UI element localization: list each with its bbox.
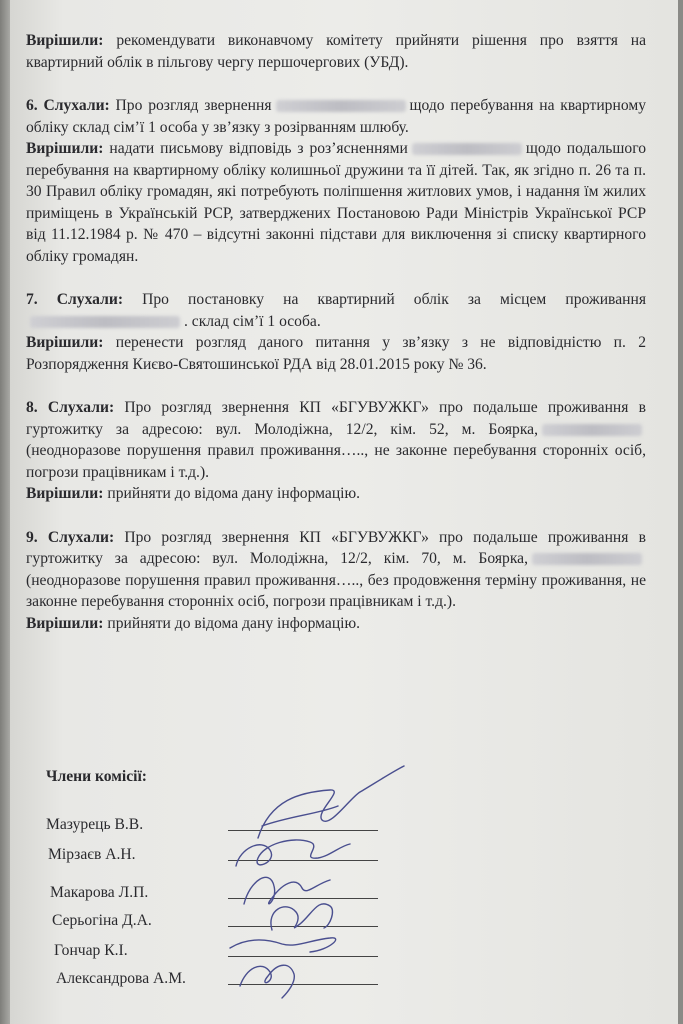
decided-label: Вирішили: — [26, 334, 104, 351]
decided-label: Вирішили: — [26, 614, 104, 632]
members-title: Члени комісії: — [46, 768, 147, 785]
heard-text: Про розгляд звернення — [115, 97, 272, 114]
heard-label: 9. Слухали: — [26, 528, 115, 546]
decided-label: Вирішили: — [26, 140, 104, 157]
heard-text: Про розгляд звернення КП «БГУВУЖКГ» про подальше проживання в гуртожитку за адресою: вул. Молодіжна, 12/2, кім. 70, м. Боярка, — [26, 528, 646, 567]
decided-text: перенести розгляд даного питання у зв’язку з не відповідністю п. 2 Розпорядження Києво-Святошинської РДА від 28.01.2015 року № 36. — [26, 334, 646, 373]
member-name: Гончар К.І. — [54, 942, 128, 959]
heard-text: щодо перебування на квартирному обліку склад сім’ї 1 особа у зв’язку з розірванням шлюбу. — [26, 97, 646, 136]
signature-mazurets — [258, 766, 404, 838]
heard-label: 7. Слухали: — [26, 291, 124, 308]
member-name: Серьогіна Д.А. — [52, 912, 152, 929]
signature-aleksandrova — [240, 965, 294, 998]
signature-mirzaev — [236, 840, 350, 866]
heard-text: (неодноразове порушення правил проживання….., без продовження терміну проживання, не законне перебування сторонніх осіб, погрози працівникам і т.д.). — [26, 571, 646, 610]
signature-gonchar — [230, 938, 336, 952]
decided-text: щодо подальшого перебування на квартирному обліку колишньої дружини та її дітей. Так, як згідно п. 26 та п. 30 Правил обліку громадян, які потребують поліпшення житлових умов, і надання їм жилих приміщень в Українській РСР, затверджених Постановою Ради Міністрів Української РСР від 11.12.1984 р. № 470 – відсутні законні підстави для виключення зі списку квартирного обліку громадян. — [26, 140, 646, 265]
decided-text: прийняти до відома дану інформацію. — [107, 614, 361, 632]
decided-text: рекомендувати виконавчому комітету прийняти рішення про взяття на квартирний облік в пільгову чергу першочергових (УБД). — [26, 32, 646, 71]
member-name: Мазурець В.В. — [46, 816, 144, 833]
signature-serogina — [271, 904, 333, 930]
heard-text: Про постановку на квартирний облік за місцем проживання — [142, 291, 646, 308]
member-name: Александрова А.М. — [56, 970, 186, 987]
member-name: Мірзаєв А.Н. — [48, 846, 136, 863]
heard-label: 8. Слухали: — [26, 399, 115, 416]
heard-text: (неодноразове порушення правил проживання….., не законне перебування сторонніх осіб, погрози працівникам і т.д.). — [26, 442, 646, 481]
signature-makarova — [244, 877, 330, 904]
decided-text: прийняти до відома дану інформацію. — [107, 485, 361, 502]
heard-text: Про розгляд звернення КП «БГУВУЖКГ» про подальше проживання в гуртожитку за адресою: вул. Молодіжна, 12/2, кім. 52, м. Боярка, — [26, 399, 646, 438]
decided-text: надати письмову відповідь з роз’ясненнями — [109, 140, 408, 157]
heard-text: . склад сім’ї 1 особа. — [184, 312, 321, 330]
heard-label: 6. Слухали: — [26, 97, 110, 114]
decided-label: Вирішили: — [26, 32, 104, 49]
member-name: Макарова Л.П. — [50, 884, 149, 901]
decided-label: Вирішили: — [26, 485, 104, 502]
